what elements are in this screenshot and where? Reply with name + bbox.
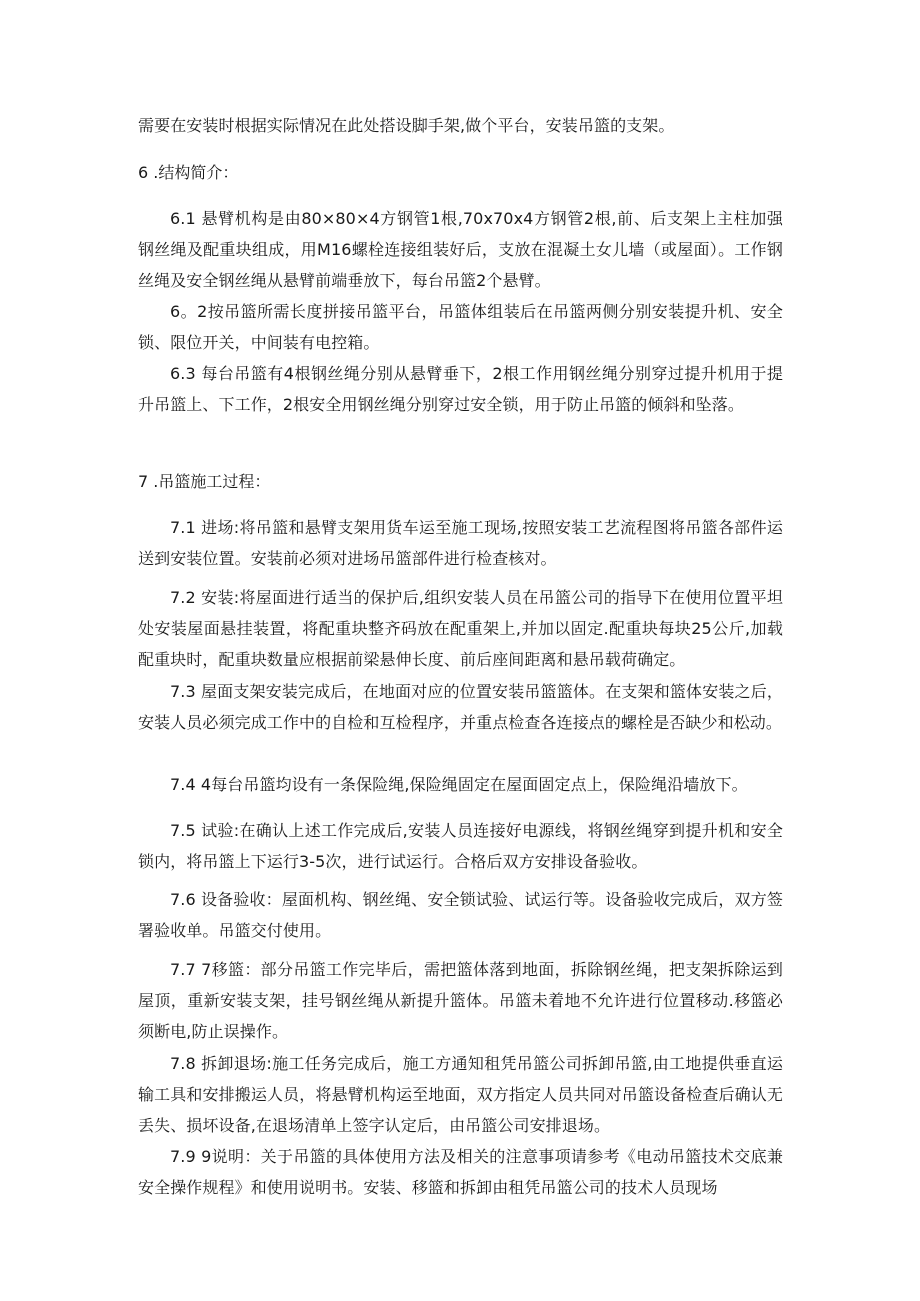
section-7-heading: 7 .吊篮施工过程： — [138, 472, 271, 491]
paragraph-7-5: 7.5 试验:在确认上述工作完成后,安装人员连接好电源线，将钢丝绳穿到提升机和安全锁内，将吊篮上下运行3-5次，进行试运行。合格后双方安排设备验收。 — [138, 821, 783, 871]
paragraph-7-2: 7.2 安装:将屋面进行适当的保护后,组织安装人员在吊篮公司的指导下在使用位置平坦处安装屋面悬挂装置，将配重块整齐码放在配重架上,并加以固定.配重块每块25公斤,加载配重块时，配重块数量应根据前梁悬伸长度、前后座间距离和悬吊载荷确定。 — [138, 588, 783, 669]
paragraph-7-7: 7.7 7移篮：部分吊篮工作完毕后，需把篮体落到地面，拆除钢丝绳，把支架拆除运到屋顶，重新安装支架，挂号钢丝绳从新提升篮体。吊篮未着地不允许进行位置移动.移篮必须断电,防止误操作。 — [138, 960, 783, 1041]
paragraph-7-1: 7.1 进场:将吊篮和悬臂支架用货车运至施工现场,按照安装工艺流程图将吊篮各部件运送到安装位置。安装前必须对进场吊篮部件进行检查核对。 — [138, 518, 783, 568]
paragraph-7-9: 7.9 9说明：关于吊篮的具体使用方法及相关的注意事项请参考《电动吊篮技术交底兼安全操作规程》和使用说明书。安装、移篮和拆卸由租凭吊篮公司的技术人员现场 — [138, 1147, 783, 1197]
paragraph-6-1: 6.1 悬臂机构是由80×80×4方钢管1根,70x70x4方钢管2根,前、后支架上主柱加强钢丝绳及配重块组成，用M16螺栓连接组装好后，支放在混凝土女儿墙（或屋面）。工作钢丝绳及安全钢丝绳从悬臂前端垂放下，每台吊篮2个悬臂。 — [138, 209, 783, 290]
paragraph-6-3: 6.3 每台吊篮有4根钢丝绳分别从悬臂垂下，2根工作用钢丝绳分别穿过提升机用于提升吊篮上、下工作，2根安全用钢丝绳分别穿过安全锁，用于防止吊篮的倾斜和坠落。 — [138, 364, 783, 414]
paragraph-7-3: 7.3 屋面支架安装完成后，在地面对应的位置安装吊篮篮体。在支架和篮体安装之后，安装人员必须完成工作中的自检和互检程序，并重点检查各连接点的螺栓是否缺少和松动。 — [138, 682, 783, 732]
paragraph-7-8: 7.8 拆卸退场:施工任务完成后，施工方通知租凭吊篮公司拆卸吊篮,由工地提供垂直运输工具和安排搬运人员，将悬臂机构运至地面，双方指定人员共同对吊篮设备检查后确认无丢失、损坏设备,在退场清单上签字认定后，由吊篮公司安排退场。 — [138, 1054, 783, 1135]
opening-paragraph: 需要在安装时根据实际情况在此处搭设脚手架,做个平台，安装吊篮的支架。 — [138, 116, 675, 135]
section-6-heading: 6 .结构简介： — [138, 163, 239, 182]
paragraph-6-2: 6。2按吊篮所需长度拼接吊篮平台，吊篮体组装后在吊篮两侧分别安装提升机、安全锁、限位开关，中间装有电控箱。 — [138, 302, 783, 352]
paragraph-7-6: 7.6 设备验收：屋面机构、钢丝绳、安全锁试验、试运行等。设备验收完成后，双方签署验收单。吊篮交付使用。 — [138, 890, 783, 940]
paragraph-7-4: 7.4 4每台吊篮均设有一条保险绳,保险绳固定在屋面固定点上，保险绳沿墙放下。 — [170, 775, 748, 794]
